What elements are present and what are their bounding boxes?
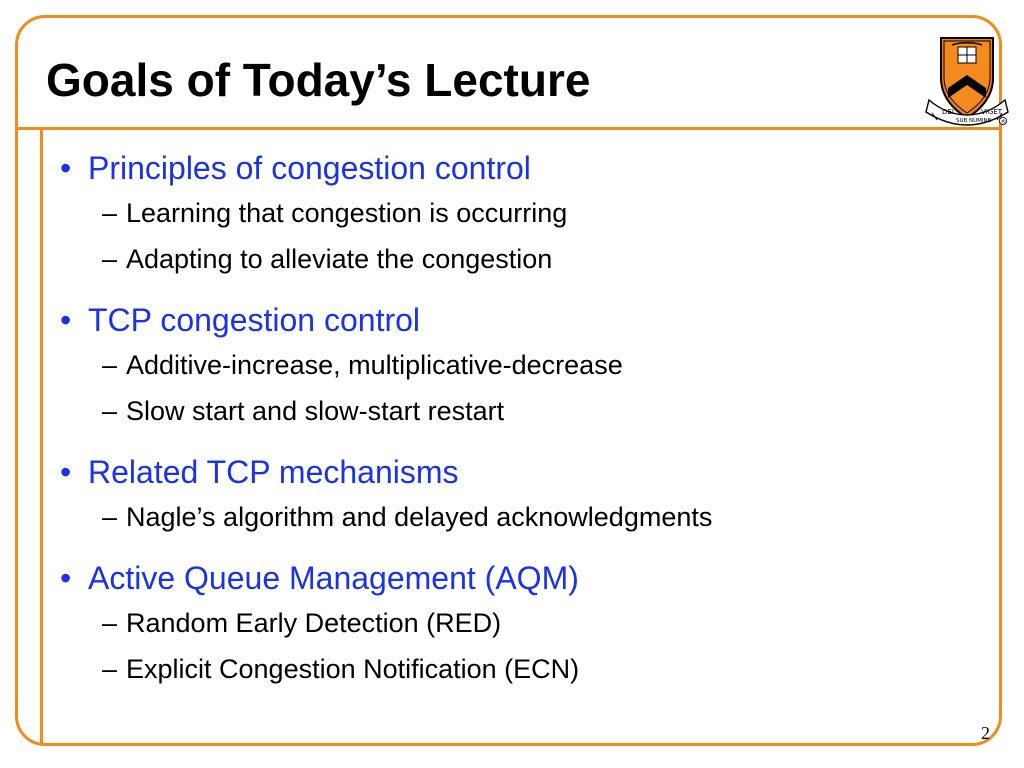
logo-motto-center: SUB NUMINE bbox=[956, 118, 992, 124]
bullet-item bbox=[60, 450, 990, 540]
sub-bullet-item bbox=[102, 190, 990, 236]
bullet-marker: • bbox=[60, 560, 72, 596]
bullet-line bbox=[60, 298, 990, 342]
bullet-marker: • bbox=[60, 302, 72, 338]
title-divider bbox=[18, 127, 999, 130]
sub-bullet-text: Additive-increase, multiplicative-decrease bbox=[126, 350, 623, 380]
bullet-text: Principles of congestion control bbox=[88, 150, 531, 186]
bullet-list bbox=[60, 146, 990, 692]
sub-bullet-marker: – bbox=[102, 654, 118, 684]
bullet-item bbox=[60, 298, 990, 434]
bullet-line bbox=[60, 556, 990, 600]
bullet-line bbox=[60, 146, 990, 190]
bullet-marker: • bbox=[60, 150, 72, 186]
registered-mark: ® bbox=[1000, 119, 1007, 126]
bullet-line bbox=[60, 450, 990, 494]
bullet-text: Related TCP mechanisms bbox=[88, 454, 459, 490]
bullet-item bbox=[60, 556, 990, 692]
sub-bullet-text: Slow start and slow-start restart bbox=[126, 396, 505, 426]
sub-bullet-marker: – bbox=[102, 608, 118, 638]
sub-bullet-marker: – bbox=[102, 350, 118, 380]
sub-bullet-list bbox=[60, 600, 990, 692]
sub-bullet-item bbox=[102, 600, 990, 646]
sub-bullet-marker: – bbox=[102, 396, 118, 426]
sub-bullet-list bbox=[60, 190, 990, 282]
bullet-text: Active Queue Management (AQM) bbox=[88, 560, 579, 596]
sub-bullet-item bbox=[102, 494, 990, 540]
logo-motto-left: DEI bbox=[942, 108, 954, 116]
sub-bullet-list bbox=[60, 494, 990, 540]
sub-bullet-text: Random Early Detection (RED) bbox=[126, 608, 502, 638]
sub-bullet-marker: – bbox=[102, 198, 118, 228]
sub-bullet-item bbox=[102, 646, 990, 692]
sub-bullet-text: Adapting to alleviate the congestion bbox=[126, 244, 553, 274]
sub-bullet-marker: – bbox=[102, 502, 118, 532]
sub-bullet-item bbox=[102, 388, 990, 434]
slide-title: Goals of Today’s Lecture bbox=[46, 54, 591, 106]
bullet-item bbox=[60, 146, 990, 282]
sub-bullet-item bbox=[102, 342, 990, 388]
page-number: 2 bbox=[981, 723, 990, 743]
sub-bullet-text: Nagle’s algorithm and delayed acknowledgments bbox=[126, 502, 713, 532]
left-divider bbox=[40, 130, 43, 743]
princeton-shield-icon bbox=[924, 34, 1010, 126]
sub-bullet-text: Explicit Congestion Notification (ECN) bbox=[126, 654, 580, 684]
sub-bullet-marker: – bbox=[102, 244, 118, 274]
sub-bullet-item bbox=[102, 236, 990, 282]
bullet-marker: • bbox=[60, 454, 72, 490]
sub-bullet-text: Learning that congestion is occurring bbox=[126, 198, 568, 228]
sub-bullet-list bbox=[60, 342, 990, 434]
logo-motto-right: VIGET bbox=[981, 108, 1002, 116]
bullet-text: TCP congestion control bbox=[88, 302, 421, 338]
